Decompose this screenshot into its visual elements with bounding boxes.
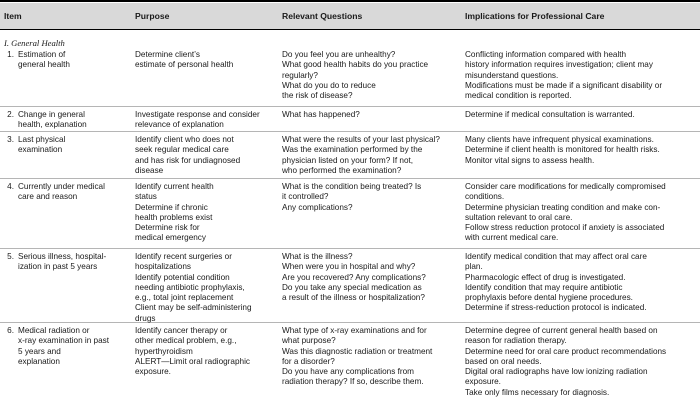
cell-line: examination: [18, 145, 63, 155]
row-number: 5.: [7, 252, 14, 261]
cell-line: Digital oral radiographs have low ionizing radiation: [465, 367, 648, 377]
cell-line: Pharmacologic effect of drug is investigated.: [465, 272, 626, 282]
cell-questions: [282, 252, 460, 303]
cell-line: Change in general: [18, 110, 85, 119]
cell-line: Last physical: [18, 135, 66, 144]
row-number: 2.: [7, 110, 14, 119]
cell-item: [18, 50, 130, 71]
cell-line: who performed the examination?: [282, 165, 402, 175]
row-divider: [0, 248, 700, 249]
cell-line: Investigate response and consider: [135, 110, 260, 119]
cell-line: Identify recent surgeries or: [135, 252, 232, 261]
cell-purpose: [135, 110, 277, 131]
cell-questions: [282, 110, 460, 120]
cell-line: Client may be self-administering: [135, 303, 252, 313]
header-implications: Implications for Professional Care: [465, 11, 605, 21]
cell-line: Currently under medical: [18, 182, 105, 191]
cell-line: what purpose?: [282, 336, 336, 346]
cell-line: Identify condition that may require antibiotic: [465, 282, 623, 292]
cell-implications: [465, 326, 697, 398]
cell-line: general health: [18, 60, 70, 70]
cell-line: Consider care modifications for medically compromised: [465, 182, 666, 191]
cell-line: with current medical care.: [465, 233, 559, 243]
cell-line: Identify client who does not: [135, 135, 234, 144]
cell-line: What good health habits do you practice: [282, 60, 429, 70]
cell-line: Determine degree of current general health based on: [465, 326, 658, 335]
row-number: 4.: [7, 182, 14, 191]
cell-item: [18, 326, 130, 367]
cell-line: exposure.: [135, 367, 171, 377]
cell-line: exposure.: [465, 377, 501, 387]
cell-line: the risk of disease?: [282, 91, 353, 101]
cell-line: Was this diagnostic radiation or treatment: [282, 346, 433, 356]
cell-line: Are you recovered? Any complications?: [282, 272, 426, 282]
cell-purpose: [135, 135, 277, 176]
cell-line: x-ray examination in past: [18, 336, 110, 346]
cell-line: health, explanation: [18, 120, 87, 130]
cell-line: Determine physician treating condition and make con-: [465, 202, 661, 212]
cell-line: disease: [135, 165, 164, 175]
cell-line: Determine need for oral care product recommendations: [465, 346, 667, 356]
cell-line: What is the condition being treated? Is: [282, 182, 422, 191]
cell-purpose: [135, 50, 277, 71]
cell-line: hospitalizations: [135, 262, 191, 272]
cell-item: [18, 252, 130, 273]
cell-line: ALERT—Limit oral radiographic: [135, 356, 250, 366]
cell-line: Do you feel you are unhealthy?: [282, 50, 396, 59]
row-number: 3.: [7, 135, 14, 144]
cell-line: status: [135, 192, 157, 202]
cell-line: seek regular medical care: [135, 145, 229, 155]
cell-line: ization in past 5 years: [18, 262, 98, 272]
cell-line: physician listed on your form? If not,: [282, 155, 414, 165]
cell-line: sultation relevant to oral care.: [465, 212, 573, 222]
cell-line: Determine if client health is monitored for health risks.: [465, 145, 660, 155]
table-header: [0, 3, 700, 29]
cell-line: Many clients have infrequent physical examinations.: [465, 135, 654, 144]
section-title: I. General Health: [4, 38, 65, 48]
cell-line: Medical radiation or: [18, 326, 90, 335]
cell-line: Conflicting information compared with health: [465, 50, 627, 59]
cell-line: it controlled?: [282, 192, 329, 202]
cell-line: medical condition is reported.: [465, 91, 572, 101]
row-divider: [0, 178, 700, 179]
cell-implications: [465, 135, 697, 166]
cell-line: explanation: [18, 356, 60, 366]
cell-implications: [465, 110, 697, 120]
cell-line: relevance of explanation: [135, 120, 224, 130]
cell-item: [18, 135, 130, 156]
cell-line: radiation therapy? If so, describe them.: [282, 377, 424, 387]
cell-line: Estimation of: [18, 50, 66, 59]
cell-line: What do you do to reduce: [282, 80, 376, 90]
cell-line: Determine if stress-reduction protocol is indicated.: [465, 303, 647, 313]
header-item: Item: [4, 11, 22, 21]
header-questions: Relevant Questions: [282, 11, 363, 21]
cell-line: Determine if medical consultation is warranted.: [465, 110, 635, 119]
cell-line: Any complications?: [282, 202, 353, 212]
header-rule: [0, 29, 700, 30]
row-divider: [0, 131, 700, 132]
cell-line: reason for radiation therapy.: [465, 336, 567, 346]
cell-line: Follow stress reduction protocol if anxiety is associated: [465, 223, 665, 233]
cell-line: a result of the illness or hospitalization?: [282, 293, 425, 303]
cell-line: for a disorder?: [282, 356, 335, 366]
row-number: 1.: [7, 50, 14, 59]
cell-purpose: [135, 326, 277, 377]
cell-purpose: [135, 252, 277, 324]
cell-line: Do you take any special medication as: [282, 282, 422, 292]
row-number: 6.: [7, 326, 14, 335]
cell-line: Determine if chronic: [135, 202, 208, 212]
cell-line: care and reason: [18, 192, 78, 202]
cell-line: Do you have any complications from: [282, 367, 414, 377]
cell-questions: [282, 135, 460, 176]
cell-line: Determine client’s: [135, 50, 200, 59]
cell-line: Identify potential condition: [135, 272, 230, 282]
cell-line: Identify medical condition that may affect oral care: [465, 252, 647, 261]
cell-line: What has happened?: [282, 110, 360, 119]
cell-purpose: [135, 182, 277, 244]
cell-item: [18, 182, 130, 203]
cell-line: regularly?: [282, 70, 318, 80]
cell-line: misunderstand questions.: [465, 70, 559, 80]
cell-line: prophylaxis before dental hygiene procedures.: [465, 293, 633, 303]
row-divider: [0, 106, 700, 107]
cell-line: Identify cancer therapy or: [135, 326, 228, 335]
cell-line: drugs: [135, 313, 156, 323]
table-top-rule: [0, 0, 700, 2]
cell-questions: [282, 326, 460, 388]
cell-line: hyperthyroidism: [135, 346, 193, 356]
cell-line: What type of x-ray examinations and for: [282, 326, 427, 335]
cell-line: Modifications must be made if a significant disability or: [465, 80, 663, 90]
cell-line: needing antibiotic prophylaxis,: [135, 282, 245, 292]
cell-line: Was the examination performed by the: [282, 145, 423, 155]
cell-line: What is the illness?: [282, 252, 353, 261]
cell-line: other medical problem, e.g.,: [135, 336, 237, 346]
cell-line: and has risk for undiagnosed: [135, 155, 241, 165]
cell-line: plan.: [465, 262, 483, 272]
cell-implications: [465, 252, 697, 314]
cell-line: medical emergency: [135, 233, 206, 243]
cell-line: conditions.: [465, 192, 505, 202]
cell-line: What were the results of your last physical?: [282, 135, 440, 144]
cell-line: When were you in hospital and why?: [282, 262, 416, 272]
cell-questions: [282, 182, 460, 213]
cell-implications: [465, 182, 697, 244]
cell-implications: [465, 50, 697, 101]
cell-line: Determine risk for: [135, 223, 200, 233]
cell-line: based on oral needs.: [465, 356, 542, 366]
cell-line: Monitor vital signs to assess health.: [465, 155, 595, 165]
cell-line: e.g., total joint replacement: [135, 293, 234, 303]
cell-line: history information requires investigation; client may: [465, 60, 653, 70]
header-purpose: Purpose: [135, 11, 170, 21]
cell-line: Take only films necessary for diagnosis.: [465, 387, 610, 397]
cell-line: Identify current health: [135, 182, 214, 191]
cell-line: health problems exist: [135, 212, 213, 222]
cell-item: [18, 110, 130, 131]
cell-questions: [282, 50, 460, 101]
row-divider: [0, 322, 700, 323]
cell-line: Serious illness, hospital-: [18, 252, 107, 261]
cell-line: estimate of personal health: [135, 60, 234, 70]
cell-line: 5 years and: [18, 346, 61, 356]
